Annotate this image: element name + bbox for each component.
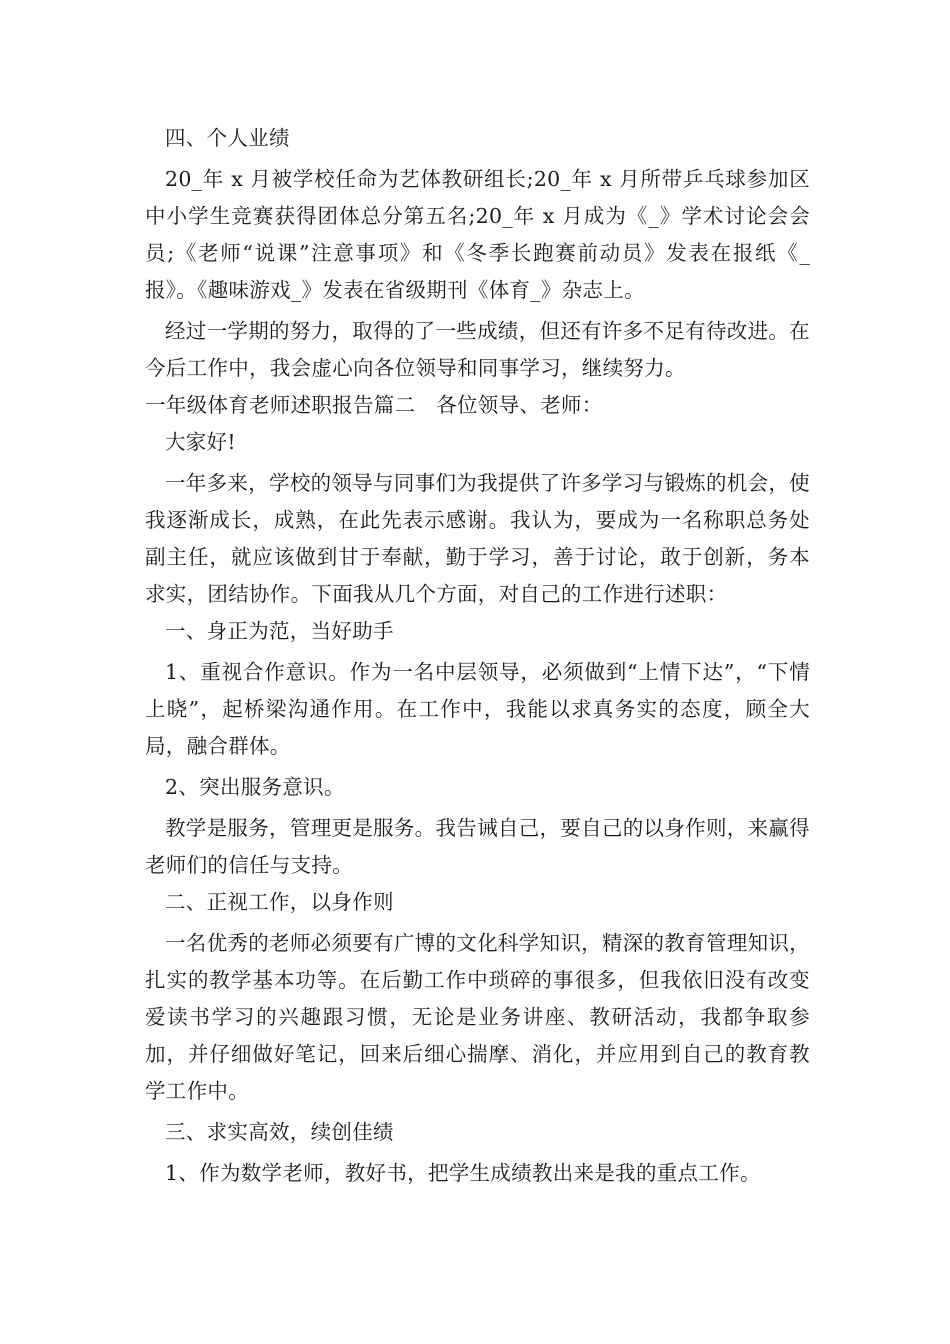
paragraph-math-teacher: 1、作为数学老师，教好书，把学生成绩教出来是我的重点工作。 — [165, 1161, 761, 1185]
paragraph-summary: 经过一学期的努力，取得的了一些成绩，但还有许多不足有待改进。在今后工作中，我会虚心向各位领导和同事学习，继续努力。 — [145, 319, 810, 380]
paragraph-cooperation: 1、重视合作意识。作为一名中层领导，必须做到“上情下达”，“下情上晓”，起桥梁沟通作用。在工作中，我能以求真务实的态度，顾全大局，融合群体。 — [145, 660, 810, 758]
section-heading-three: 三、求实高效，续创佳绩 — [165, 1120, 394, 1144]
paragraph-achievements: 20_年 x 月被学校任命为艺体教研组长;20_年 x 月所带乒乓球参加区中小学生竞赛获得团体总分第五名;20_年 x 月成为《_》学术讨论会会员;《老师“说课”注意事项》和《冬季长跑赛前动员》发表在报纸《_报》。《趣味游戏_》发表在省级期刊《体育_》杂志上。 — [145, 167, 810, 302]
paragraph-service: 教学是服务，管理更是服务。我告诫自己，要自己的以身作则，来赢得老师们的信任与支持。 — [145, 816, 810, 877]
document-body — [145, 120, 810, 1192]
greeting: 大家好! — [165, 430, 236, 454]
report-title-part-two: 一年级体育老师述职报告篇二 各位领导、老师： — [145, 393, 603, 417]
paragraph-learning: 一名优秀的老师必须要有广博的文化科学知识，精深的教育管理知识，扎实的教学基本功等。在后勤工作中琐碎的事很多，但我依旧没有改变爱读书学习的兴趣跟习惯，无论是业务讲座、教研活动，我都争取参加，并仔细做好笔记，回来后细心揣摩、消化，并应用到自己的教育教学工作中。 — [145, 931, 810, 1103]
paragraph-service-heading: 2、突出服务意识。 — [165, 775, 345, 799]
section-heading-one: 一、身正为范，当好助手 — [165, 619, 394, 643]
section-heading-two: 二、正视工作，以身作则 — [165, 890, 394, 914]
paragraph-introduction: 一年多来，学校的领导与同事们为我提供了许多学习与锻炼的机会，使我逐渐成长，成熟，在此先表示感谢。我认为，要成为一名称职总务处副主任，就应该做到甘于奉献，勤于学习，善于讨论，敢于创新，务本求实，团结协作。下面我从几个方面，对自己的工作进行述职： — [145, 471, 810, 606]
section-heading-personal-achievements: 四、个人业绩 — [165, 126, 290, 150]
